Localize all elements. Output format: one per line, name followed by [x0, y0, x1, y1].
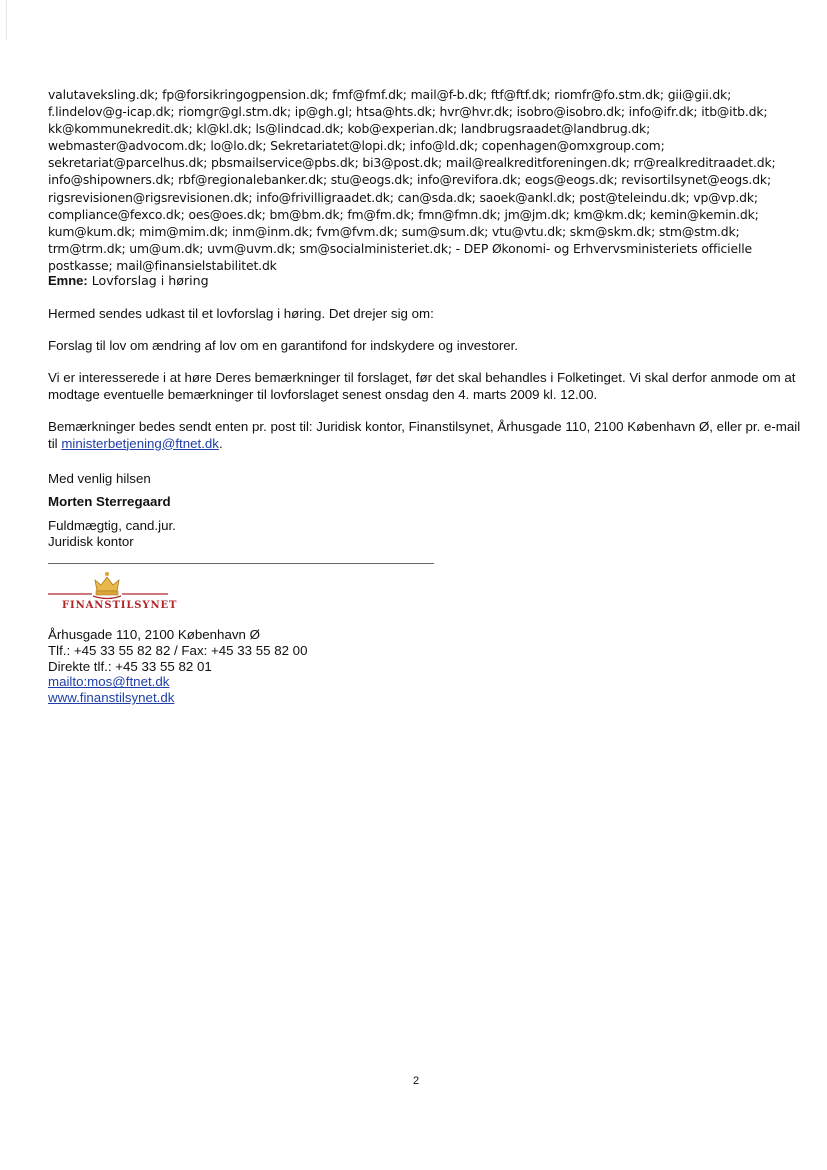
logo-wordmark: FINANSTILSYNET	[62, 600, 178, 611]
recipients-line: webmaster@advocom.dk; lo@lo.dk; Sekretariatet@lopi.dk; info@ld.dk; copenhagen@omxgroup.com;	[48, 138, 665, 154]
subject-label: Emne:	[48, 273, 88, 288]
contact-block	[48, 627, 307, 706]
recipients-line: compliance@fexco.dk; oes@oes.dk; bm@bm.dk; fm@fm.dk; fmn@fmn.dk; jm@jm.dk; km@km.dk; kemin@kemin.dk;	[48, 206, 759, 222]
scan-edge-mark	[6, 0, 7, 40]
signature-divider	[48, 563, 434, 564]
submit-text: Bemærkninger bedes sendt enten pr. post til: Juridisk kontor, Finanstilsynet, Århusgade 110, 2100 København Ø, eller pr. e-mail til	[48, 419, 801, 451]
intro-paragraph: Hermed sendes udkast til et lovforslag i høring. Det drejer sig om:	[48, 306, 434, 321]
recipients-line: rigsrevisionen@rigsrevisionen.dk; info@frivilligraadet.dk; can@sda.dk; saoek@ankl.dk; post@teleindu.dk; vp@vp.dk;	[48, 189, 758, 205]
recipients-line: f.lindelov@g-icap.dk; riomgr@gl.stm.dk; ip@gh.gl; htsa@hts.dk; hvr@hvr.dk; isobro@isobro.dk; info@ifr.dk; itb@itb.dk;	[48, 104, 768, 120]
crown-icon	[48, 572, 168, 599]
subject-value: Lovforslag i høring	[91, 273, 209, 288]
recipients-line: kk@kommunekredit.dk; kl@kl.dk; ls@lindcad.dk; kob@experian.dk; landbrugsraadet@landbrug.dk;	[48, 121, 651, 137]
recipients-line: trm@trm.dk; um@um.dk; uvm@uvm.dk; sm@socialministeriet.dk; - DEP Økonomi- og Erhvervsministeriets officielle	[48, 240, 752, 256]
contact-website-link[interactable]: www.finanstilsynet.dk	[48, 690, 175, 706]
contact-mailto-link[interactable]: mailto:mos@ftnet.dk	[48, 674, 170, 690]
proposal-paragraph: Forslag til lov om ændring af lov om en garantifond for indskydere og investorer.	[48, 338, 519, 353]
recipients-line: sekretariat@parcelhus.dk; pbsmailservice@pbs.dk; bi3@post.dk; mail@realkreditforeningen.dk; rr@realkreditraadet.dk;	[48, 155, 776, 171]
submit-end: .	[218, 435, 223, 451]
sender-department: Juridisk kontor	[48, 534, 134, 549]
submit-email-link[interactable]: ministerbetjening@ftnet.dk	[61, 435, 219, 451]
sender-title: Fuldmægtig, cand.jur.	[48, 518, 176, 533]
request-paragraph: Vi er interesserede i at høre Deres bemærkninger til forslaget, før det skal behandles i Folketinget. Vi skal derfor anmode om at modtage eventuelle bemærkninger til lovforslaget senest onsdag den 4. marts 2009 kl. 12.00.	[48, 370, 796, 402]
recipients-line: kum@kum.dk; mim@mim.dk; inm@inm.dk; fvm@fvm.dk; sum@sum.dk; vtu@vtu.dk; skm@skm.dk; stm@stm.dk;	[48, 223, 740, 239]
recipients-line: info@shipowners.dk; rbf@regionalebanker.dk; stu@eogs.dk; info@revifora.dk; eogs@eogs.dk; revisortilsynet@eogs.dk;	[48, 172, 771, 188]
contact-address: Århusgade 110, 2100 København Ø	[48, 627, 260, 642]
subject-line	[48, 273, 209, 288]
recipients-line: postkasse; mail@finansielstabilitet.dk	[48, 257, 277, 273]
contact-direct-phone: Direkte tlf.: +45 33 55 82 01	[48, 658, 212, 674]
recipients-list	[48, 86, 808, 274]
submit-paragraph	[48, 419, 808, 452]
sender-name: Morten Sterregaard	[48, 494, 171, 509]
greeting: Med venlig hilsen	[48, 471, 151, 486]
contact-phone-fax: Tlf.: +45 33 55 82 82 / Fax: +45 33 55 82 00	[48, 642, 308, 658]
page-number: 2	[413, 1075, 420, 1087]
recipients-line: valutaveksling.dk; fp@forsikringogpension.dk; fmf@fmf.dk; mail@f-b.dk; ftf@ftf.dk; riomfr@fo.stm.dk; gii@gii.dk;	[48, 87, 732, 102]
